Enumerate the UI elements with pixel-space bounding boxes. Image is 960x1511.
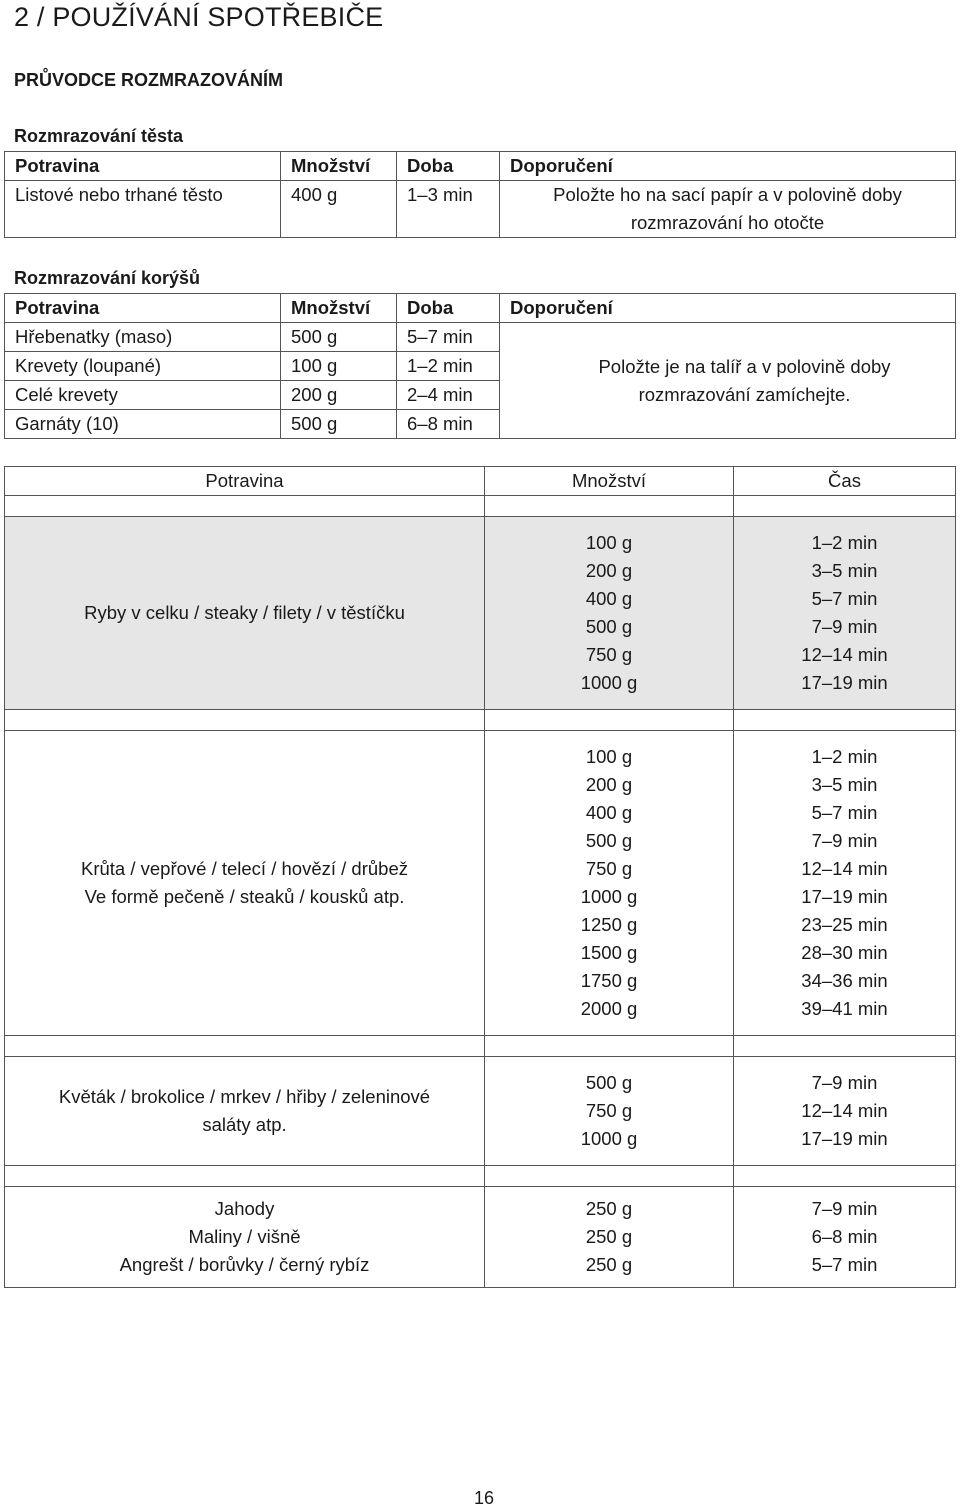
defrost-table-body [5,496,956,1288]
amount-cell-line: 400 g [585,588,633,609]
table-row [5,181,956,238]
amount-cell-line: 100 g [585,746,633,767]
food-cell-line: saláty atp. [202,1114,287,1135]
food-cell-line: Jahody [214,1198,275,1219]
time-cell-line: 7–9 min [811,1198,878,1219]
page-number: 16 [473,1488,495,1508]
amount-cell-line: 250 g [585,1198,633,1219]
time-cell-line: 5–7 min [811,588,878,609]
time-cell-line: 12–14 min [801,1100,888,1121]
advice-cell [500,181,956,238]
amount-cell-line: 200 g [585,774,633,795]
advice-line: Položte je na talíř a v polovině doby [598,355,891,377]
dough-table [4,151,956,238]
group-gap [5,1166,956,1187]
header-amount: Množství [281,152,397,181]
time-cell: 1–3 min [397,181,500,238]
amount-cell-line: 500 g [585,830,633,851]
time-cell-line: 6–8 min [811,1226,878,1247]
time-cell-line: 5–7 min [811,802,878,823]
header-food: Potravina [5,152,281,181]
shellfish-table-header [5,294,956,323]
header-food: Potravina [5,467,485,496]
dough-table-header [5,152,956,181]
food-cell: Krevety (loupané) [5,352,281,381]
food-cell-line: Krůta / vepřové / telecí / hovězí / drůbež [80,858,408,879]
group-gap [5,710,956,731]
advice-line: rozmrazování zamíchejte. [638,383,851,405]
amount-cell [485,517,734,710]
amount-cell-line: 1750 g [580,970,638,991]
time-cell-line: 17–19 min [801,672,888,693]
amount-cell-line: 1250 g [580,914,638,935]
time-cell-line: 7–9 min [811,616,878,637]
food-cell [5,1057,485,1166]
food-cell [5,731,485,1036]
amount-cell: 500 g [281,323,397,352]
shellfish-table [4,293,956,439]
food-cell: Hřebenatky (maso) [5,323,281,352]
shellfish-table-title: Rozmrazování korýšů [14,268,201,288]
table-row [5,323,956,352]
header-food: Potravina [5,294,281,323]
header-time: Čas [734,467,956,496]
amount-cell-line: 100 g [585,532,633,553]
table-row [5,1057,956,1166]
amount-cell [485,1057,734,1166]
amount-cell [485,1187,734,1288]
group-gap [5,1036,956,1057]
time-cell-line: 3–5 min [811,560,878,581]
time-cell-line: 12–14 min [801,644,888,665]
defrost-table-header [5,467,956,496]
amount-cell-line: 750 g [585,644,633,665]
amount-cell-line: 750 g [585,858,633,879]
amount-cell-line: 1000 g [580,886,638,907]
dough-table-title: Rozmrazování těsta [14,126,184,146]
section-heading: PRŮVODCE ROZMRAZOVÁNÍM [14,70,283,90]
advice-cell [500,323,956,439]
amount-cell: 500 g [281,410,397,439]
time-cell-line: 1–2 min [811,746,878,767]
header-time: Doba [397,294,500,323]
time-cell-line: 3–5 min [811,774,878,795]
table-row [5,731,956,1036]
amount-cell-line: 250 g [585,1254,633,1275]
time-cell [734,1187,956,1288]
food-cell [5,1187,485,1288]
amount-cell-line: 750 g [585,1100,633,1121]
time-cell [734,517,956,710]
header-amount: Množství [281,294,397,323]
amount-cell-line: 250 g [585,1226,633,1247]
time-cell [734,1057,956,1166]
time-cell: 1–2 min [397,352,500,381]
food-cell [5,517,485,710]
amount-cell [485,731,734,1036]
food-cell-line: Maliny / višně [188,1226,301,1247]
amount-cell-line: 500 g [585,1072,633,1093]
food-cell-line: Angrešt / borůvky / černý rybíz [119,1254,370,1275]
food-cell-line: Ve formě pečeně / steaků / kousků atp. [84,886,405,907]
food-cell: Garnáty (10) [5,410,281,439]
amount-cell: 100 g [281,352,397,381]
amount-cell: 200 g [281,381,397,410]
time-cell-line: 17–19 min [801,886,888,907]
time-cell-line: 1–2 min [811,532,878,553]
time-cell [734,731,956,1036]
amount-cell-line: 200 g [585,560,633,581]
time-cell-line: 12–14 min [801,858,888,879]
defrost-table [4,466,956,1288]
group-gap [5,496,956,517]
time-cell-line: 17–19 min [801,1128,888,1149]
time-cell-line: 5–7 min [811,1254,878,1275]
table-row [5,1187,956,1288]
advice-line: Položte ho na sací papír a v polovině doby [553,184,902,205]
header-time: Doba [397,152,500,181]
amount-cell-line: 1000 g [580,672,638,693]
time-cell-line: 7–9 min [811,830,878,851]
time-cell-line: 28–30 min [801,942,888,963]
amount-cell-line: 2000 g [580,998,638,1019]
amount-cell-line: 1000 g [580,1128,638,1149]
amount-cell: 400 g [281,181,397,238]
time-cell: 5–7 min [397,323,500,352]
food-cell: Celé krevety [5,381,281,410]
advice-line: rozmrazování ho otočte [630,212,825,233]
time-cell: 6–8 min [397,410,500,439]
amount-cell-line: 500 g [585,616,633,637]
amount-cell-line: 400 g [585,802,633,823]
time-cell-line: 7–9 min [811,1072,878,1093]
header-amount: Množství [485,467,734,496]
amount-cell-line: 1500 g [580,942,638,963]
food-cell-line: Květák / brokolice / mrkev / hřiby / zeleninové [58,1086,431,1107]
header-advice: Doporučení [500,294,956,323]
food-cell-line: Ryby v celku / steaky / filety / v těstíčku [84,602,405,623]
time-cell-line: 23–25 min [801,914,888,935]
page-heading: 2 / POUŽÍVÁNÍ SPOTŘEBIČE [14,2,384,32]
time-cell: 2–4 min [397,381,500,410]
food-cell: Listové nebo trhané těsto [5,181,281,238]
time-cell-line: 39–41 min [801,998,888,1019]
header-advice: Doporučení [500,152,956,181]
time-cell-line: 34–36 min [801,970,888,991]
table-row [5,517,956,710]
